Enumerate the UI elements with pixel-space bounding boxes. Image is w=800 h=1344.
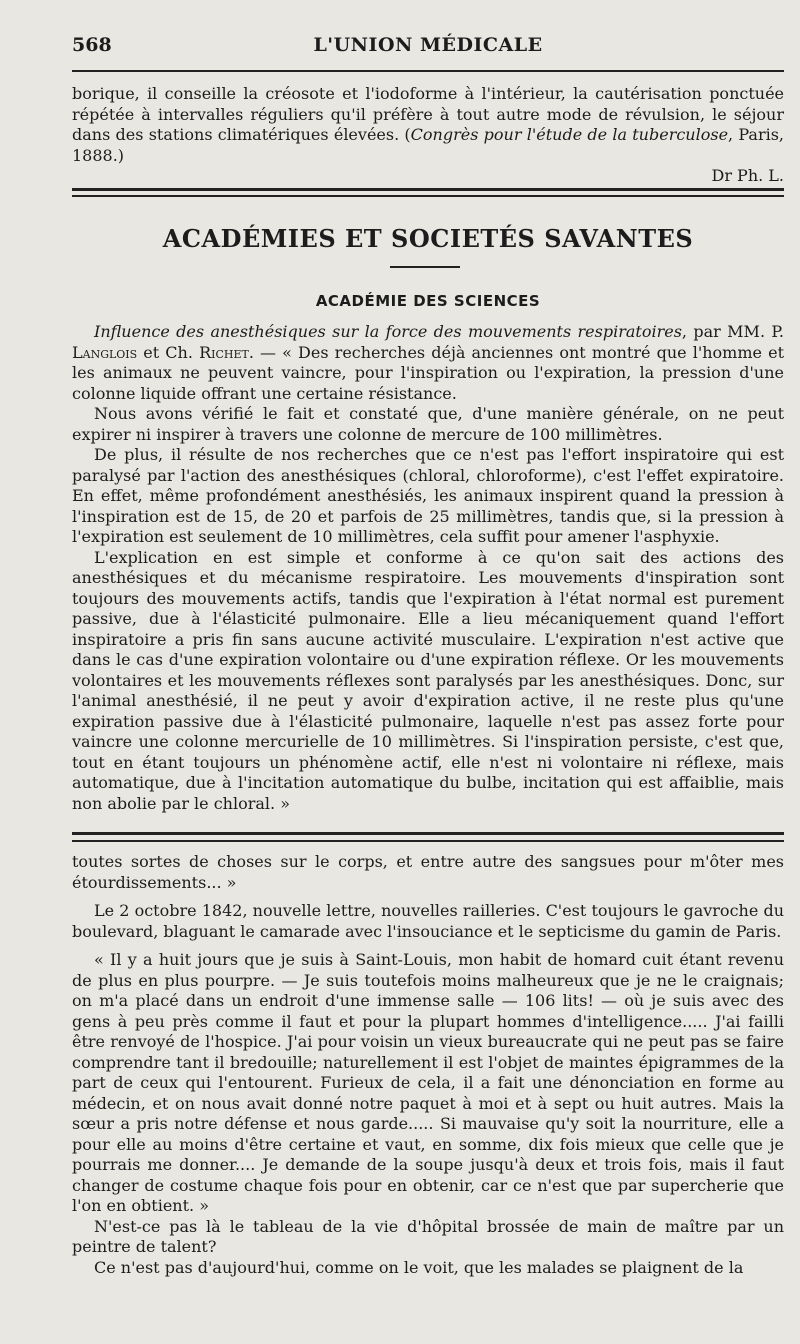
- feuilleton-paragraph-4: N'est-ce pas là le tableau de la vie d'hôpital brossée de main de maître par un peintre de talent?: [72, 1216, 784, 1256]
- page-header: [72, 34, 784, 60]
- article-paragraph-4: L'explication en est simple et conforme à ce qu'on sait des actions des anesthésiques et du mécanisme respiratoire. Les mouvements d'inspiration sont toujours des mouvements actifs, tandis que l'expiration à l'état normal est purement passive, due à l'élasticité pulmonaire. Elle a lieu mécaniquement quand l'effort inspiratoire a pris fin sans aucune activité musculaire. L'expiration n'est active que dans le cas d'une expiration volontaire ou d'une expiration réflexe. Or les mouvements volontaires et les mouvements réflexes sont paralysés par les anesthésiques. Donc, sur l'animal anesthésié, il ne peut y avoir d'expiration active, il ne reste plus qu'une expiration passive due à l'élasticité pulmonaire, laquelle n'est pas assez forte pour vaincre une colonne mercurielle de 10 millimètres. Si l'inspiration persiste, c'est que, tout en étant toujours un phénomène actif, elle n'est ni volontaire ni réflexe, mais automatique, due à l'incitation automatique du bulbe, incitation qui est affaiblie, mais non abolie par le chloral. »: [72, 547, 784, 813]
- section-title: ACADÉMIES ET SOCIETÉS SAVANTES: [162, 224, 694, 253]
- continued-text: borique, il conseille la créosote et l'iodoforme à l'intérieur, la cautérisation ponctuée répétée à intervalles réguliers qu'il préfère à tout autre mode de révulsion, le séjour dans des stations climatériques élevées. (: [72, 84, 784, 144]
- source-citation: Congrès pour l'étude de la tuberculose: [410, 125, 729, 144]
- title-ornament-rule: [390, 266, 460, 268]
- article-paragraph-1: . — « Des recherches déjà anciennes ont montré que l'homme et les animaux ne peuvent vaincre, pour l'inspiration ou l'expiration, la pression d'une colonne liquide offrant une certaine résistance.: [72, 342, 784, 403]
- continued-text-block: [72, 84, 784, 187]
- feuilleton-paragraph-5: Ce n'est pas d'aujourd'hui, comme on le voit, que les malades se plaignent de la: [94, 1257, 744, 1277]
- section-divider-bottom: [72, 195, 784, 197]
- citation-place-year: , Paris, 1888.): [72, 125, 785, 165]
- article-body: [72, 322, 784, 814]
- feuilleton-paragraph-1: toutes sortes de choses sur le corps, et entre autre des sangsues pour m'ôter mes étourdissements... »: [72, 852, 784, 892]
- feuilleton-letter-quote: « Il y a huit jours que je suis à Saint-Louis, mon habit de homard cuit étant revenu de plus en plus pourpre. — Je suis toutefois moins malheureux que je ne le craignais; on m'a placé dans un endroit d'une immense salle — 106 lits! — où je suis avec des gens à peu près comme il faut et pour la plupart hommes d'intelligence..... J'ai failli être renvoyé de l'hospice. J'ai pour voisin un vieux bureaucrate qui ne peut pas se faire comprendre tant il bredouille; naturellement il est l'objet de maintes épigrammes de la part de ceux qui l'entourent. Furieux de cela, il a fait une dénonciation en forme au médecin, et on nous avait donné notre paquet à moi et à sept ou huit autres. Mais la sœur a pris notre défense et nous garde..... Si mauvaise qu'y soit la nourriture, elle a pour elle au moins d'être certaine et vaut, en somme, dix fois mieux que celle que je pourrais me donner.... Je demande de la soupe jusqu'à deux et trois fois, mais il faut changer de costume chaque fois pour en obtenir, car ce n'est que par supercherie que l'on en obtient. »: [72, 950, 784, 1215]
- continued-paragraph: [72, 84, 784, 166]
- author-langlois: Langlois: [72, 342, 138, 362]
- feuilleton-divider-bottom: [72, 840, 784, 842]
- academy-subheading: ACADÉMIE DES SCIENCES: [315, 292, 541, 310]
- header-rule: [72, 70, 784, 72]
- section-divider-top: [72, 188, 784, 191]
- article-intro-paragraph: [72, 322, 784, 404]
- authors-prefix: , par MM. P.: [681, 322, 785, 341]
- feuilleton-text: [72, 852, 784, 1278]
- authors-connector: et Ch.: [137, 342, 200, 362]
- feuilleton-paragraph-2: Le 2 octobre 1842, nouvelle lettre, nouvelles railleries. C'est toujours le gavroche du boulevard, blaguant le camarade avec l'insouciance et le septicisme du gamin de Paris.: [72, 901, 784, 941]
- article-paragraph-2: Nous avons vérifié le fait et constaté que, d'une manière générale, on ne peut expirer ni inspirer à travers une colonne de mercure de 100 millimètres.: [72, 404, 784, 444]
- article-paragraph-3: De plus, il résulte de nos recherches que ce n'est pas l'effort inspiratoire qui est paralysé par l'action des anesthésiques (chloral, chloroforme), c'est l'effet expiratoire. En effet, même profondément anesthésiés, les animaux inspirent quand la pression à l'inspiration est de 15, de 20 et parfois de 25 millimètres, tandis que, si la pression à l'expiration est seulement de 10 millimètres, cela suffit pour amener l'asphyxie.: [72, 445, 784, 546]
- feuilleton-divider-top: [72, 832, 784, 835]
- page-number: 568: [72, 34, 112, 56]
- author-richet: Richet: [199, 342, 249, 362]
- article-title: Influence des anesthésiques sur la force des mouvements respiratoires: [94, 322, 682, 341]
- running-title: L'UNION MÉDICALE: [313, 34, 543, 56]
- signature: Dr Ph. L.: [711, 166, 784, 185]
